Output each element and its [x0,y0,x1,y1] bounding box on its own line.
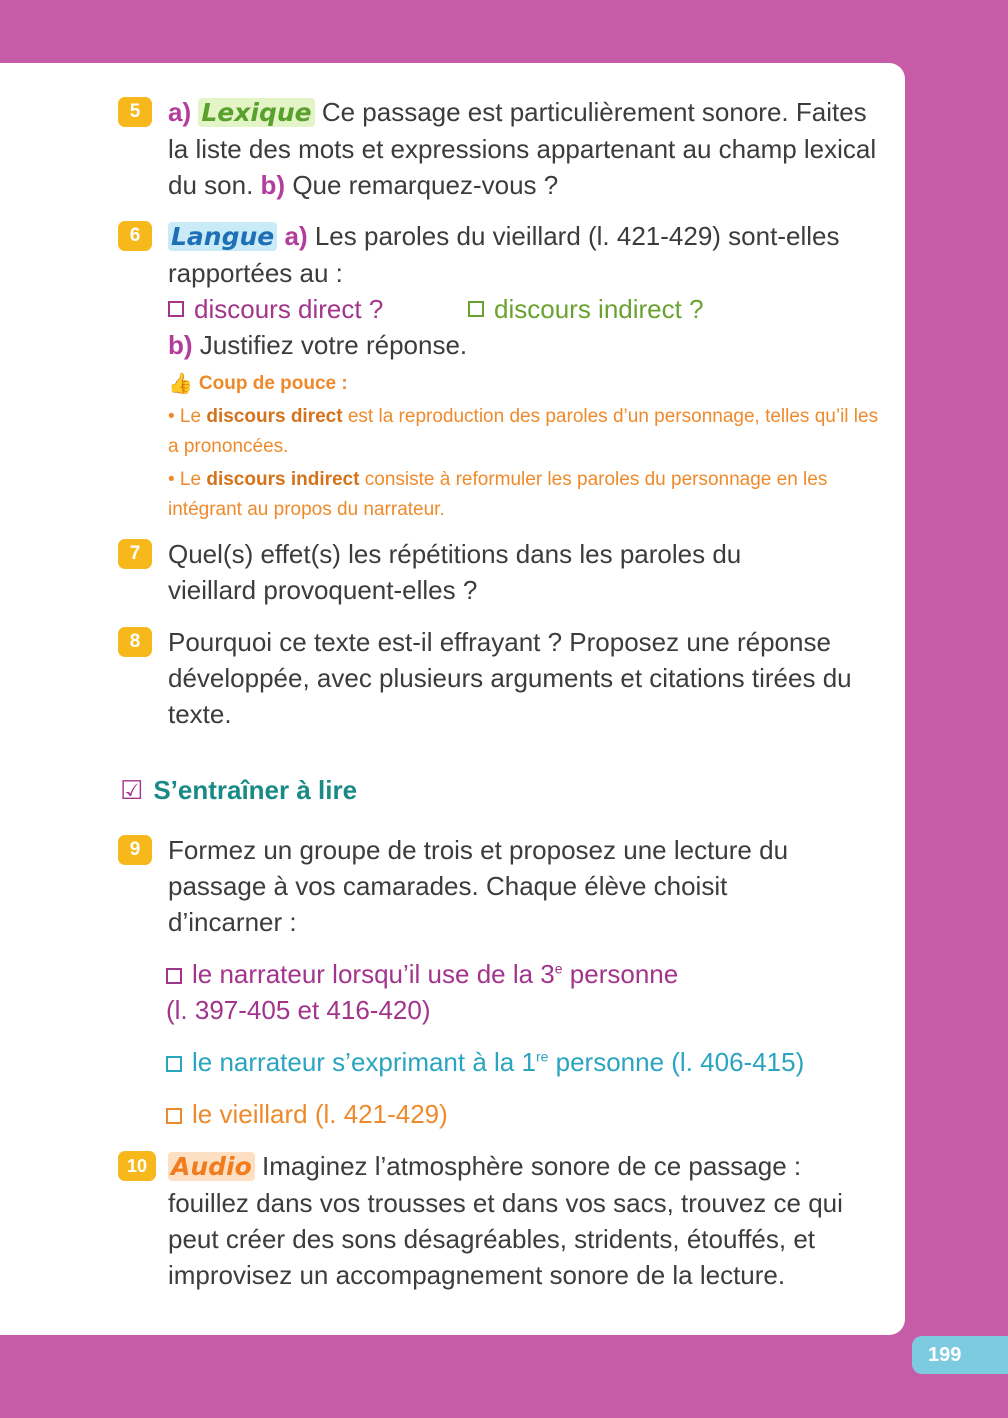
question-text: Les paroles du vieillard (l. 421-429) sont-elles rapportées au : [168,221,840,288]
audio-tag: Audio [168,1152,255,1181]
checkbox-checked-icon: ☑ [120,775,144,805]
checkbox-icon [166,968,182,984]
option-vieillard[interactable]: le vieillard (l. 421-429) [166,1096,448,1132]
question-text: Justifiez votre réponse. [199,330,468,360]
tip-indirect: • Le discours indirect consiste à reformuler les paroles du personnage en les intégrant au propos du narrateur. [168,469,828,520]
question-text: Ce passage est particulièrement sonore. Faites la liste des mots et expressions appartenant au champ lexical du son. [168,97,877,200]
option-lines: (l. 397-405 et 416-420) [166,995,431,1025]
question-number-badge: 6 [118,221,152,251]
option-narrateur-3e[interactable]: le narrateur lorsqu’il use de la 3e personne (l. 397-405 et 416-420) [166,956,678,1028]
sub-label-b: b) [260,170,286,200]
question-number-badge: 8 [118,627,152,657]
question-text: Quel(s) effet(s) les répétitions dans les paroles du vieillard provoquent-elles ? [168,539,742,605]
section-title-text: S’entraîner à lire [153,775,358,805]
option-discours-direct[interactable] [168,291,468,327]
question-number-badge: 7 [118,539,152,569]
checkbox-icon [168,301,184,317]
checkbox-icon [166,1108,182,1124]
sub-label-a: a) [168,97,192,127]
question-text: Imaginez l’atmosphère sonore de ce passage : fouillez dans vos trousses et dans vos sacs, trouvez ce qui peut créer des sons désagréables, stridents, étouffés, et improvisez un accompagnement sonore de la lecture. [168,1151,843,1290]
option-label: discours direct ? [194,294,384,324]
thumbs-up-icon: 👍 [168,373,193,395]
question-6 [118,218,888,525]
option-discours-indirect[interactable] [468,291,704,327]
question-text: Pourquoi ce texte est-il effrayant ? Proposez une réponse développée, avec plusieurs arguments et citations tirées du texte. [168,627,852,729]
section-title [120,772,357,808]
question-number-badge: 5 [118,97,152,127]
option-label: discours indirect ? [494,294,704,324]
question-10 [118,1148,888,1293]
langue-tag: Langue [168,222,277,251]
option-narrateur-1re[interactable]: le narrateur s’exprimant à la 1re personne (l. 406-415) [166,1044,804,1080]
coup-de-pouce-title: Coup de pouce : [198,373,348,394]
question-7 [118,536,888,608]
page-number: 199 [912,1336,1008,1374]
question-text: Formez un groupe de trois et proposez une lecture du passage à vos camarades. Chaque élève choisit d’incarner : [168,835,789,937]
checkbox-icon [468,301,484,317]
question-text: Que remarquez-vous ? [292,170,559,200]
question-number-badge: 9 [118,835,152,865]
sub-label-a: a) [284,221,308,251]
question-8 [118,624,888,732]
lexique-tag: Lexique [198,98,314,127]
question-number-badge: 10 [118,1151,156,1181]
question-5 [118,94,888,203]
tip-direct: • Le discours direct est la reproduction des paroles d’un personnage, telles qu’il les a prononcées. [168,406,879,457]
question-9 [118,832,888,940]
sub-label-b: b) [168,330,193,360]
checkbox-icon [166,1056,182,1072]
coup-de-pouce [168,369,888,525]
